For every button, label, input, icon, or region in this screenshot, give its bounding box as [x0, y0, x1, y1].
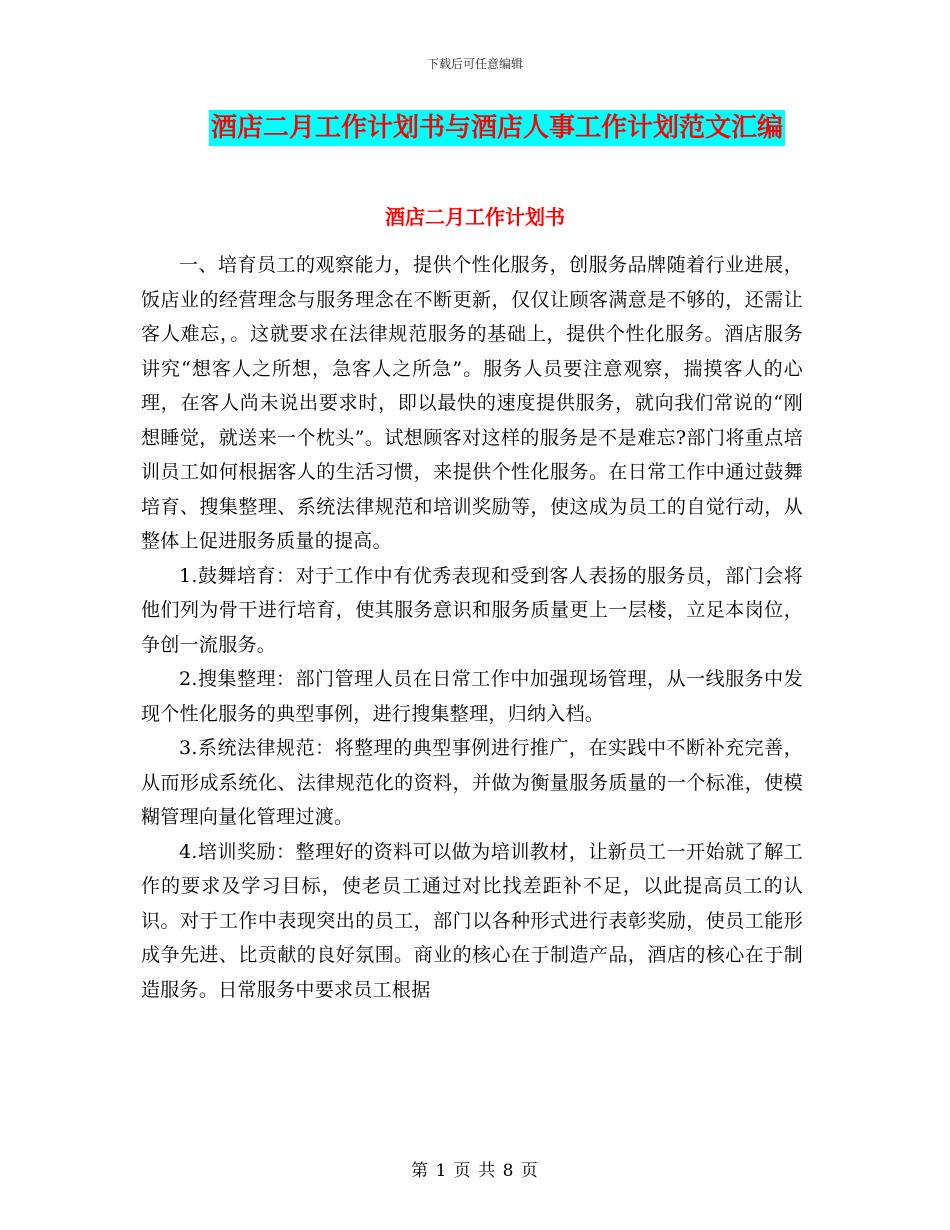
- paragraph: 3.系统法律规范：将整理的典型事例进行推广，在实践中不断补充完善，从而形成系统化、法律规范化的资料，并做为衡量服务质量的一个标准，使模糊管理向量化管理过渡。: [141, 737, 803, 828]
- document-title: 酒店二月工作计划书与酒店人事工作计划范文汇编: [209, 110, 785, 146]
- paragraph: 4.培训奖励：整理好的资料可以做为培训教材，让新员工一开始就了解工作的要求及学习目标，使老员工通过对比找差距补不足，以此提高员工的认识。对于工作中表现突出的员工，部门以各种形式进行表彰奖励，使员工能形成争先进、比贡献的良好氛围。商业的核心在于制造产品，酒店的核心在于制造服务。日常服务中要求员工根据: [141, 840, 803, 1001]
- document-body: [141, 248, 803, 1007]
- section-title: 酒店二月工作计划书: [385, 205, 565, 229]
- paragraph: 一、培育员工的观察能力，提供个性化服务，创服务品牌随着行业进展，饭店业的经营理念与服务理念在不断更新，仅仅让顾客满意是不够的，还需让客人难忘，。这就要求在法律规范服务的基础上，提供个性化服务。酒店服务讲究“想客人之所想，急客人之所急”。服务人员要注意观察，揣摸客人的心理，在客人尚未说出要求时，即以最快的速度提供服务，就向我们常说的“刚想睡觉，就送来一个枕头”。试想顾客对这样的服务是不是难忘?部门将重点培训员工如何根据客人的生活习惯，来提供个性化服务。在日常工作中通过鼓舞培育、搜集整理、系统法律规范和培训奖励等，使这成为员工的自觉行动，从整体上促进服务质量的提高。: [141, 254, 803, 552]
- paragraph: 1.鼓舞培育：对于工作中有优秀表现和受到客人表扬的服务员，部门会将他们列为骨干进行培育，使其服务意识和服务质量更上一层楼，立足本岗位，争创一流服务。: [141, 564, 803, 656]
- header-note: 下载后可任意编辑: [426, 57, 523, 71]
- page-footer: 第 1 页 共 8 页: [411, 1161, 539, 1181]
- paragraph: 2.搜集整理：部门管理人员在日常工作中加强现场管理，从一线服务中发现个性化服务的典型事例，进行搜集整理，归纳入档。: [141, 668, 803, 725]
- document-title-wrap: [0, 110, 950, 146]
